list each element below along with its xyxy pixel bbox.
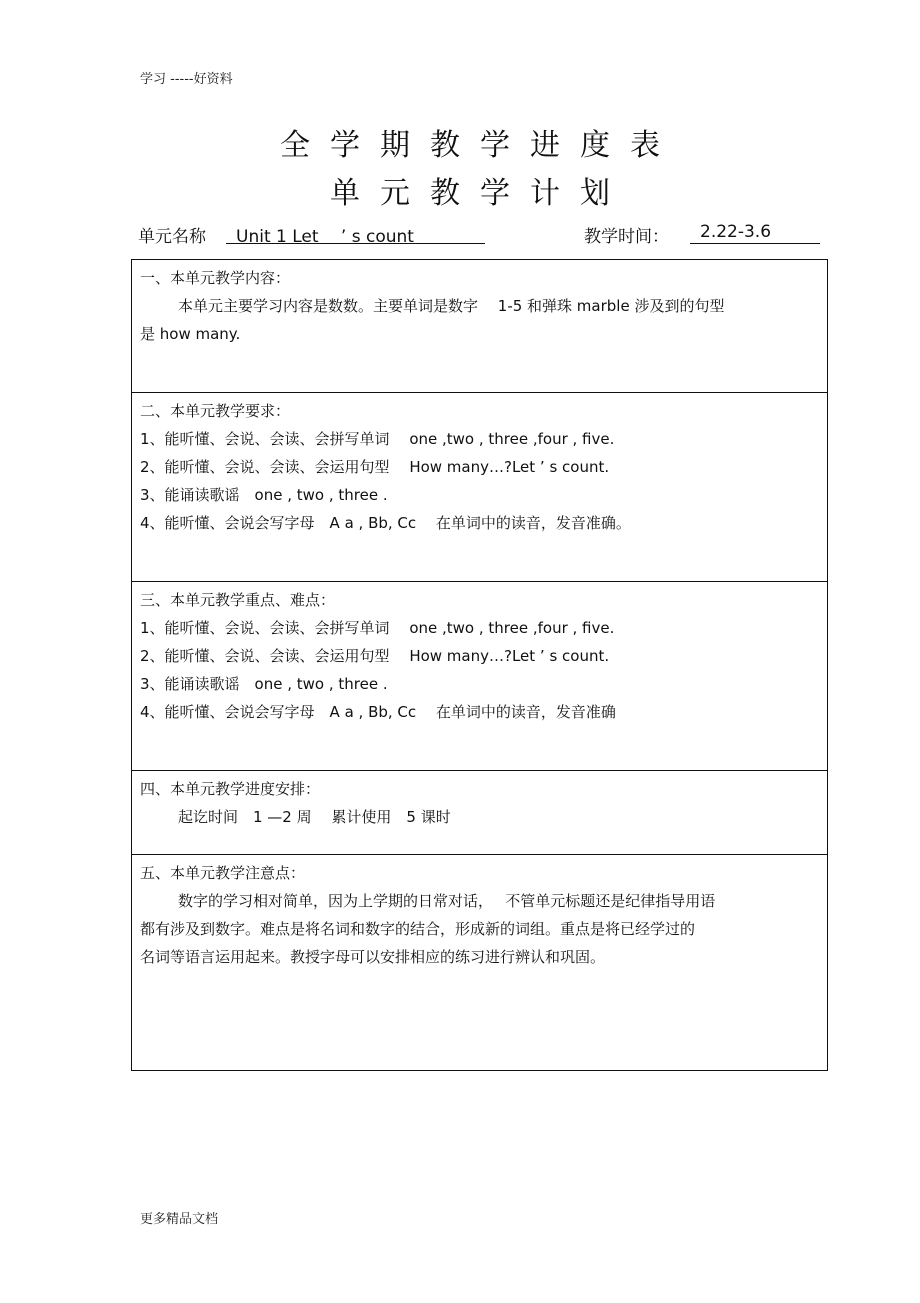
unit-name-value: Unit 1 Let ’ s count bbox=[226, 222, 485, 244]
teaching-time-value: 2.22-3.6 bbox=[690, 222, 820, 244]
page-subtitle: 单元教学计划 bbox=[330, 176, 630, 211]
plan-table bbox=[131, 259, 828, 1071]
section-line: 起讫时间 1 —2 周 累计使用 5 课时 bbox=[178, 808, 451, 826]
footer-note: 更多精品文档 bbox=[140, 1212, 219, 1227]
section-line: 都有涉及到数字。难点是将名词和数字的结合，形成新的词组。重点是将已经学过的 bbox=[140, 920, 696, 938]
section-line: 3、能诵读歌谣 one , two , three . bbox=[140, 486, 388, 504]
section-line: 本单元主要学习内容是数数。主要单词是数字 1-5 和弹珠 marble 涉及到的句型 bbox=[178, 297, 725, 315]
unit-meta-row bbox=[138, 222, 828, 248]
teaching-time-label: 教学时间： bbox=[584, 227, 669, 247]
section-title: 五、本单元教学注意点： bbox=[140, 864, 306, 882]
section-title: 三、本单元教学重点、难点： bbox=[140, 591, 336, 609]
section-requirements bbox=[132, 393, 827, 582]
section-line: 是 how many. bbox=[140, 325, 241, 343]
section-line: 1、能听懂、会说、会读、会拼写单词 one ,two , three ,four , five. bbox=[140, 430, 615, 448]
section-title: 二、本单元教学要求： bbox=[140, 402, 291, 420]
header-note: 学习 -----好资料 bbox=[140, 72, 233, 87]
section-line: 4、能听懂、会说会写字母 A a , Bb, Cc 在单词中的读音，发音准确。 bbox=[140, 514, 631, 532]
section-title: 一、本单元教学内容： bbox=[140, 269, 291, 287]
section-line: 名词等语言运用起来。教授字母可以安排相应的练习进行辨认和巩固。 bbox=[140, 948, 606, 966]
section-line: 2、能听懂、会说、会读、会运用句型 How many…?Let ’ s count. bbox=[140, 458, 610, 476]
section-notes bbox=[132, 855, 827, 1070]
page-title: 全学期教学进度表 bbox=[280, 128, 680, 163]
section-line: 3、能诵读歌谣 one , two , three . bbox=[140, 675, 388, 693]
unit-name-label: 单元名称 bbox=[138, 227, 206, 247]
section-key-points bbox=[132, 582, 827, 771]
section-line: 数字的学习相对简单，因为上学期的日常对话， 不管单元标题还是纪律指导用语 bbox=[178, 892, 716, 910]
section-line: 2、能听懂、会说、会读、会运用句型 How many…?Let ’ s count. bbox=[140, 647, 610, 665]
section-line: 4、能听懂、会说会写字母 A a , Bb, Cc 在单词中的读音，发音准确 bbox=[140, 703, 616, 721]
section-content bbox=[132, 260, 827, 393]
section-title: 四、本单元教学进度安排： bbox=[140, 780, 321, 798]
section-schedule bbox=[132, 771, 827, 855]
section-line: 1、能听懂、会说、会读、会拼写单词 one ,two , three ,four , five. bbox=[140, 619, 615, 637]
